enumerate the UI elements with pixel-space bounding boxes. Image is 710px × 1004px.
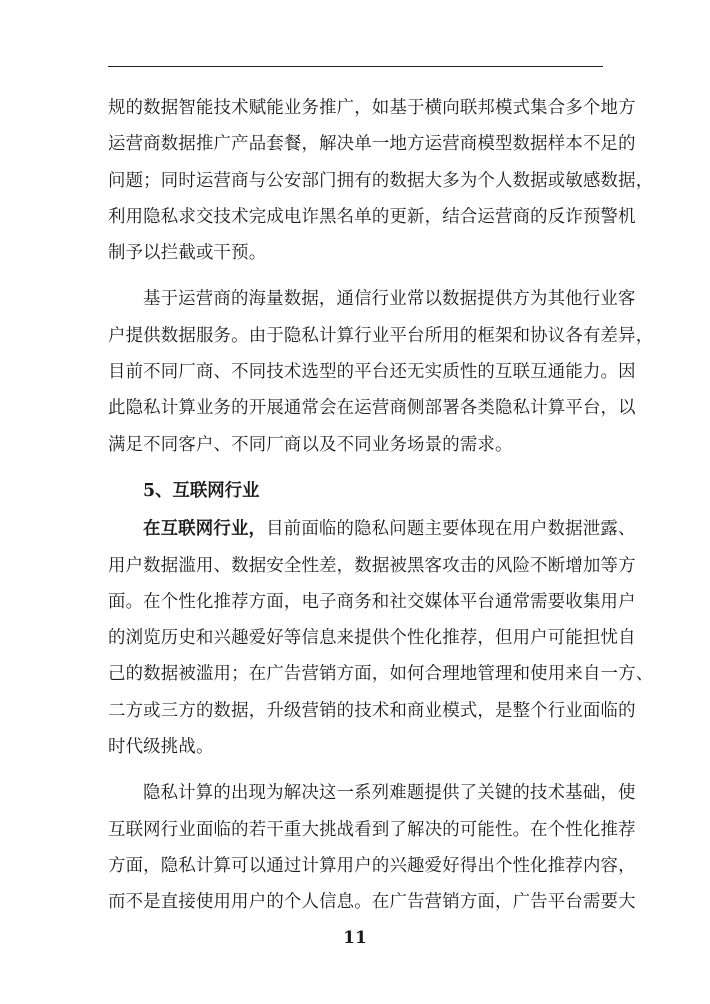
text-line xyxy=(108,511,636,547)
text-line: 目前不同厂商、不同技术选型的平台还无实质性的互联互通能力。因 xyxy=(108,362,636,383)
text-line: 利用隐私求交技术完成电诈黑名单的更新，结合运营商的反诈预警机 xyxy=(108,206,636,227)
text-fragment: 目前面临的隐私问题主要体现在用户数据泄露、 xyxy=(266,519,636,540)
paragraph-3 xyxy=(108,511,654,765)
text-line: 此隐私计算业务的开展通常会在运营商侧部署各类隐私计算平台，以 xyxy=(108,398,636,419)
paragraph-2 xyxy=(108,281,654,462)
text-line: 运营商数据推广产品套餐，解决单一地方运营商模型数据样本不足的 xyxy=(108,134,636,155)
text-line: 二方或三方的数据，升级营销的技术和商业模式，是整个行业面临的 xyxy=(108,700,636,721)
text-line: 户提供数据服务。由于隐私计算行业平台所用的框架和协议各有差异， xyxy=(108,325,654,346)
section-heading: 5、互联网行业 xyxy=(143,480,260,501)
text-line: 隐私计算的出现为解决这一系列难题提供了关键的技术基础，使 xyxy=(143,783,636,804)
text-line: 的浏览历史和兴趣爱好等信息来提供个性化推荐，但用户可能担忧自 xyxy=(108,628,636,649)
bold-lead-text: 在互联网行业， xyxy=(143,519,267,540)
text-line: 制予以拦截或干预。 xyxy=(108,243,267,264)
text-line: 时代级挑战。 xyxy=(108,737,214,758)
text-line: 用户数据滥用、数据安全性差，数据被黑客攻击的风险不断增加等方 xyxy=(108,555,636,576)
text-line: 问题；同时运营商与公安部门拥有的数据大多为个人数据或敏感数据， xyxy=(108,170,654,191)
header-rule xyxy=(108,66,603,67)
text-line: 规的数据智能技术赋能业务推广，如基于横向联邦模式集合多个地方 xyxy=(108,98,636,118)
text-line: 基于运营商的海量数据，通信行业常以数据提供方为其他行业客 xyxy=(143,289,636,310)
text-line: 己的数据被滥用；在广告营销方面，如何合理地管理和使用来自一方、 xyxy=(108,664,654,685)
document-body xyxy=(108,90,654,931)
text-line: 满足不同客户、不同厂商以及不同业务场景的需求。 xyxy=(108,434,513,455)
text-line: 方面，隐私计算可以通过计算用户的兴趣爱好得出个性化推荐内容， xyxy=(108,855,636,876)
page-number: 11 xyxy=(343,928,367,948)
text-line: 而不是直接使用用户的个人信息。在广告营销方面，广告平台需要大 xyxy=(108,892,636,913)
paragraph-1 xyxy=(108,90,654,271)
paragraph-4 xyxy=(108,775,636,920)
text-line: 互联网行业面临的若干重大挑战看到了解决的可能性。在个性化推荐 xyxy=(108,819,636,840)
text-line: 面。在个性化推荐方面，电子商务和社交媒体平台通常需要收集用户 xyxy=(108,591,636,612)
